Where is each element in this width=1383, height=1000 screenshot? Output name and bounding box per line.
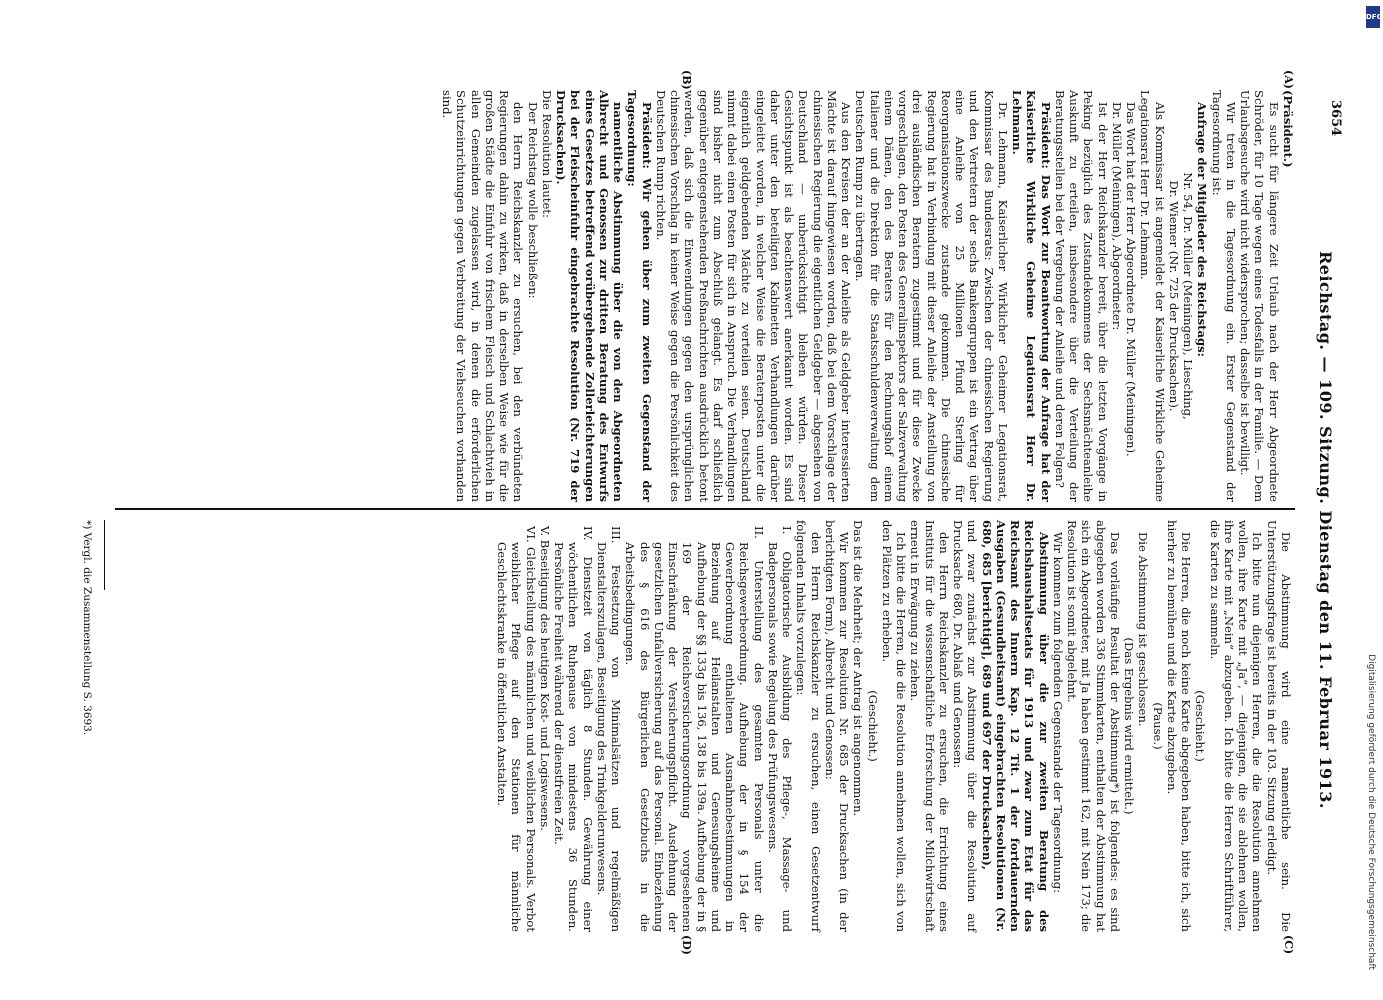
right-column-paragraph: VI. Gleichstellung des männlichen und weiblichen Personals. Verbot weiblicher Pflege auf den Stationen für männliche Geschlechtskranke in öffentlichen Anstalten. [495,526,538,932]
digitization-note: Digitalisierung gefördert durch die Deutsche Forschungsgemeinschaft [1366,654,1376,970]
left-column-paragraph: Dr. Müller (Meiningen), Abgeordneter: [1110,102,1124,331]
page-number: 3654 [1328,100,1343,137]
left-column-paragraph: Dr. Lehmann, Kaiserlicher Wirklicher Geheimer Legationsrat, Kommissar des Bundesrats: Zwischen der chinesischen Regierung und den Vertretern der sechs Bankengruppen ist ein Vertrag über eine Anleihe von 25 Millionen Pfund Sterling für Reorganisationszwecke zustande gekommen. Die chinesische Regierung hat in Verbindung mit dieser Anleihe der Anstellung von drei ausländischen Beratern zugestimmt und für diese Zwecke vorgeschlagen, den Posten des Generalinspektors der Salzverwaltung einem Dänen, den des Beraters für den Rechnungshof einem Italiener und die Direktion für die Staatsschuldenverwaltung dem Deutschen Rump zu übertragen. [853,90,1010,502]
left-column-paragraph: namentliche Abstimmung über die von den Abgeordneten Albrecht und Genossen zur dritten Beratung des Entwurfs eines Gesetzes betreffend vorübergehende Zollerleichterungen bei der Fleischeinfuhr eingebrachte Resolution (Nr. 719 der Drucksachen). [554,90,626,502]
left-column-paragraph: Dr. Wiemer (Nr. 725 der Drucksachen). [1167,180,1181,412]
right-column-paragraph: den Herrn Reichskanzler zu ersuchen, einen Gesetzentwurf folgenden Inhalts vorzulegen: [794,520,823,932]
left-column-paragraph: den Herrn Reichskanzler zu ersuchen, bei den verbündeten Regierungen dahin zu wirken, daß in derselben Weise wie für die großen Städte die Einfuhr von frischem Fleisch und Schlachtvieh in allen Gemeinden zugelassen wird, in denen die erforderlichen Schutzeinrichtungen gegen Verbreitung der Viehseuchen vorhanden sind. [440,90,526,502]
right-column-paragraph: Das vorläufige Resultat der Abstimmung*) ist folgendes: es sind abgegeben worden 336 Stimmkarten, enthalten der Abstimmung hat sich ein Abgeordneter, mit Ja haben gestimmt 162, mit Nein 173; die Resolution ist somit abgelehnt. [1065,520,1122,932]
left-column-paragraph: Als Kommissar ist angemeldet der Kaiserliche Wirkliche Geheime Legationsrat Herr Dr. Lehmann. [1138,90,1167,502]
right-column-paragraph: Ich bitte die Herren, die die Resolution annehmen wollen, sich von den Plätzen zu erheben. [880,520,909,932]
right-column-paragraph: Ich bitte nun diejenigen Herren, die die Resolution annehmen wollen, ihre Karte mit „Ja“, — diejenigen, die sie ablehnen wollen, ihre Karte mit „Nein“ abzugeben. Ich bitte die Herren Schriftführer, die Karten zu sammeln. [1207,520,1265,932]
margin-mark-a: (A) [1282,70,1295,89]
footnote-rule [104,520,105,590]
margin-mark-c: (C) [1282,935,1295,955]
margin-mark-b: (B) [680,70,693,90]
right-column-paragraph: IV. Dienstzeit von täglich 8 Stunden. Gewährung einer wöchentlichen Ruhepause von mindestens 36 Stunden. Persönliche Freiheit während der dienstfreien Zeit. [552,526,595,932]
right-column-paragraph: III. Festsetzung von Minimalsätzen und regelmäßigen Dienstalterszulagen, Beseitigung des Trinkgelderunwesens. [595,526,624,932]
dfg-logo: DFG [1366,6,1380,28]
right-column-paragraph: II. Unterstellung des gesamten Personals unter die Reichsgewerbeordnung. Aufhebung der in § 154 der Gewerbeordnung enthaltenen Ausnahmebestimmungen in Beziehung auf Heilanstalten und Genesungsheime und Aufhebung der §§ 133g bis 136, 138 bis 139a. Aufhebung der in § 169 der Reichsversicherungsordnung vorgesehenen Einschränkung der Versicherungspflicht. Ausdehnung der gesetzlichen Unfallversicherung auf das Personal. Einbeziehung des § 616 des Bürgerlichen Gesetzbuchs in die Arbeitsbedingungen. [623,526,766,932]
right-column-paragraph: (Geschieht.) [865,690,880,762]
right-column-paragraph: Die Herren, die noch keine Karte abgegeben haben, bitte ich, sich hierher zu bemühen und die Karte abzugeben. [1165,520,1194,932]
left-column [440,90,1295,502]
right-column [495,520,1293,932]
footnote: *) Vergl. die Zusammenstellung S. 3693. [81,520,93,736]
right-column-paragraph: (Das Ergebnis wird ermittelt.) [1122,637,1137,815]
left-column-paragraph: (Präsident.) [1281,90,1295,168]
page-header-title: Reichstag. — 109. Sitzung. Dienstag den 11. Februar 1913. [1316,251,1335,809]
left-column-paragraph: Wir treten in die Tagesordnung ein. Erster Gegenstand der Tagesordnung ist: [1209,90,1238,502]
right-column-paragraph: Die Abstimmung wird eine namentliche sein. Die Unterstützungsfrage ist bereits in der 103. Sitzung erledigt. [1264,520,1293,932]
right-column-paragraph: Die Abstimmung ist geschlossen. [1136,532,1151,727]
margin-mark-d: (D) [680,935,693,955]
right-column-paragraph: Wir kommen zur Resolution Nr. 685 der Drucksachen (in der berichtigten Form), Albrecht und Genossen: [823,520,852,932]
right-column-paragraph: Abstimmung über die zur zweiten Beratung des Reichshaushaltsetats für 1913 und zwar zum Etat für das Reichsamt des Innern Kap. 12 Tit. 1 der fortdauernden Ausgaben (Gesundheitsamt) eingebrachten Resolutionen (Nr. 680, 685 [berichtigt], 689 und 697 der Drucksachen), [979,520,1051,932]
right-column-paragraph: Das ist die Mehrheit; der Antrag ist angenommen. [851,520,866,817]
right-column-paragraph: Wir kommen zum folgenden Gegenstande der Tagesordnung: [1051,532,1065,894]
left-column-paragraph: Präsident: Wir gehen über zum zweiten Gegenstand der Tagesordnung: [625,90,654,502]
left-column-paragraph: Die Resolution lautet: [540,90,554,218]
right-column-paragraph: den Herrn Reichskanzler zu ersuchen, die Errichtung eines Instituts für die wissenschaftliche Erforschung der Milchwirtschaft erneut in Erwägung zu ziehen. [908,520,951,932]
left-column-paragraph: Anfrage der Mitglieder des Reichstags: [1195,102,1210,357]
left-column-paragraph: Es sucht für längere Zeit Urlaub nach der Herr Abgeordnete Schröder, für 10 Tage wegen eines Todesfalls in der Familie. — Dem Urlaubsgesuche wird nicht widersprochen; dasselbe ist bewilligt. [1238,90,1281,502]
right-column-paragraph: V. Beseitigung des heutigen Kost- und Logiswesens. [538,526,552,831]
left-column-paragraph: Nr. 54, Dr. Müller (Meiningen), Liesching, [1181,172,1196,420]
right-column-paragraph: (Pause.) [1150,702,1165,750]
right-column-paragraph: I. Obligatorische Ausbildung des Pflege-, Massage- und Badepersonals sowie Regelung des Prüfungswesens. [766,526,795,932]
digitization-note-strip [1364,30,1376,970]
left-column-paragraph: Ist der Herr Reichskanzler bereit, über die letzten Vorgänge in Peking bezüglich des Zustandekommens der Sechsmächteanleihe Auskunft zu erteilen, insbesondere über die Verteilung der Beratungsstellen bei der Vergebung der Anleihe und deren Folgen? [1053,90,1110,502]
right-column-paragraph: und zwar zunächst zur Abstimmung über die Resolution auf Drucksache 680, Dr. Ablaß und Genossen: [951,520,980,932]
left-column-paragraph: Der Reichstag wolle beschließen: [525,102,540,299]
left-column-paragraph: Aus den Kreisen der an der Anleihe als Geldgeber interessierten Mächte ist darauf hingewiesen worden, daß bei dem Vorschlage der chinesischen Regierung die eigentlichen Geldgeber — abgesehen von Deutschland — unberücksichtigt bleiben würden. Dieser Gesichtspunkt ist als beachtenswert anerkannt worden. Es sind daher unter den beteiligten Kabinetten Verhandlungen darüber eingeleitet worden, in welcher Weise die Beraterposten unter die eigentlich geldgebenden Mächte zu verteilen seien. Deutschland nimmt dabei einen Posten für sich in Anspruch. Die Verhandlungen sind bisher nicht zum Abschluß gelangt. Es darf schließlich gegenüber entgegenstehenden Preßnachrichten ausdrücklich betont werden, daß sich die Einwendungen gegen den ursprünglichen chinesischen Vorschlag in keiner Weise gegen die Persönlichkeit des Deutschen Rump richten. [654,90,854,502]
column-divider [115,508,1295,510]
right-column-paragraph: (Geschieht.) [1193,690,1208,762]
left-column-paragraph: Das Wort hat der Herr Abgeordnete Dr. Müller (Meiningen). [1124,102,1139,457]
left-column-paragraph: Präsident: Das Wort zur Beantwortung der Anfrage hat der Kaiserliche Wirkliche Geheime Legationsrat Herr Dr. Lehmann. [1010,90,1053,502]
